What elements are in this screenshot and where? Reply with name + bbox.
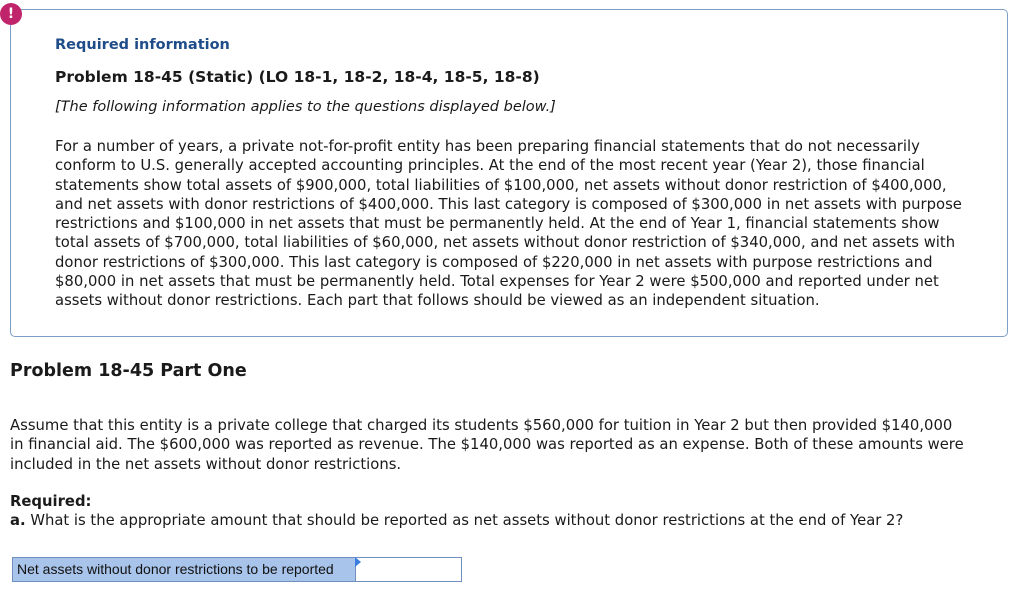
required-label: Required: [10, 493, 92, 510]
answer-input-cell[interactable] [356, 557, 462, 582]
scenario-paragraph: For a number of years, a private not-for-profit entity has been preparing financial statements that do not necessarily conform to U.S. generally accepted accounting principles. At the end of the most recent year (Year 2), those financial statements show total assets of $900,000, total liabilities of $100,000, net assets without donor restriction of $400,000, and net assets with donor restrictions of $400,000. This last category is composed of $300,000 in net assets with purpose restrictions and $100,000 in net assets that must be permanently held. At the end of Year 1, financial statements show total assets of $700,000, total liabilities of $60,000, net assets without donor restriction of $340,000, and net assets with donor restrictions of $300,000. This last category is composed of $220,000 in net assets with purpose restrictions and $80,000 in net assets that must be permanently held. Total expenses for Year 2 were $500,000 and reported under net assets without donor restrictions. Each part that follows should be viewed as an independent situation. [55, 138, 962, 310]
answer-label: Net assets without donor restrictions to be reported [12, 557, 356, 582]
part-description: Assume that this entity is a private college that charged its students $560,000 for tuition in Year 2 but then provided $140,000 in financial aid. The $600,000 was reported as revenue. The $140,000 was reported as an expense. Both of these amounts were included in the net assets without donor restrictions. [10, 417, 964, 473]
question-a [10, 512, 903, 529]
question-text: What is the appropriate amount that should be reported as net assets without donor restrictions at the end of Year 2? [25, 512, 904, 529]
problem-title: Problem 18-45 (Static) (LO 18-1, 18-2, 18-4, 18-5, 18-8) [55, 68, 540, 86]
input-marker-icon [355, 557, 361, 567]
info-subtitle: [The following information applies to the questions displayed below.] [55, 99, 556, 115]
exclamation-alert-icon: ! [0, 3, 22, 25]
net-assets-answer-input[interactable] [356, 558, 461, 581]
question-letter: a. [10, 512, 26, 529]
answer-row [12, 557, 462, 582]
required-information-heading: Required information [55, 37, 230, 53]
part-title: Problem 18-45 Part One [10, 361, 247, 381]
